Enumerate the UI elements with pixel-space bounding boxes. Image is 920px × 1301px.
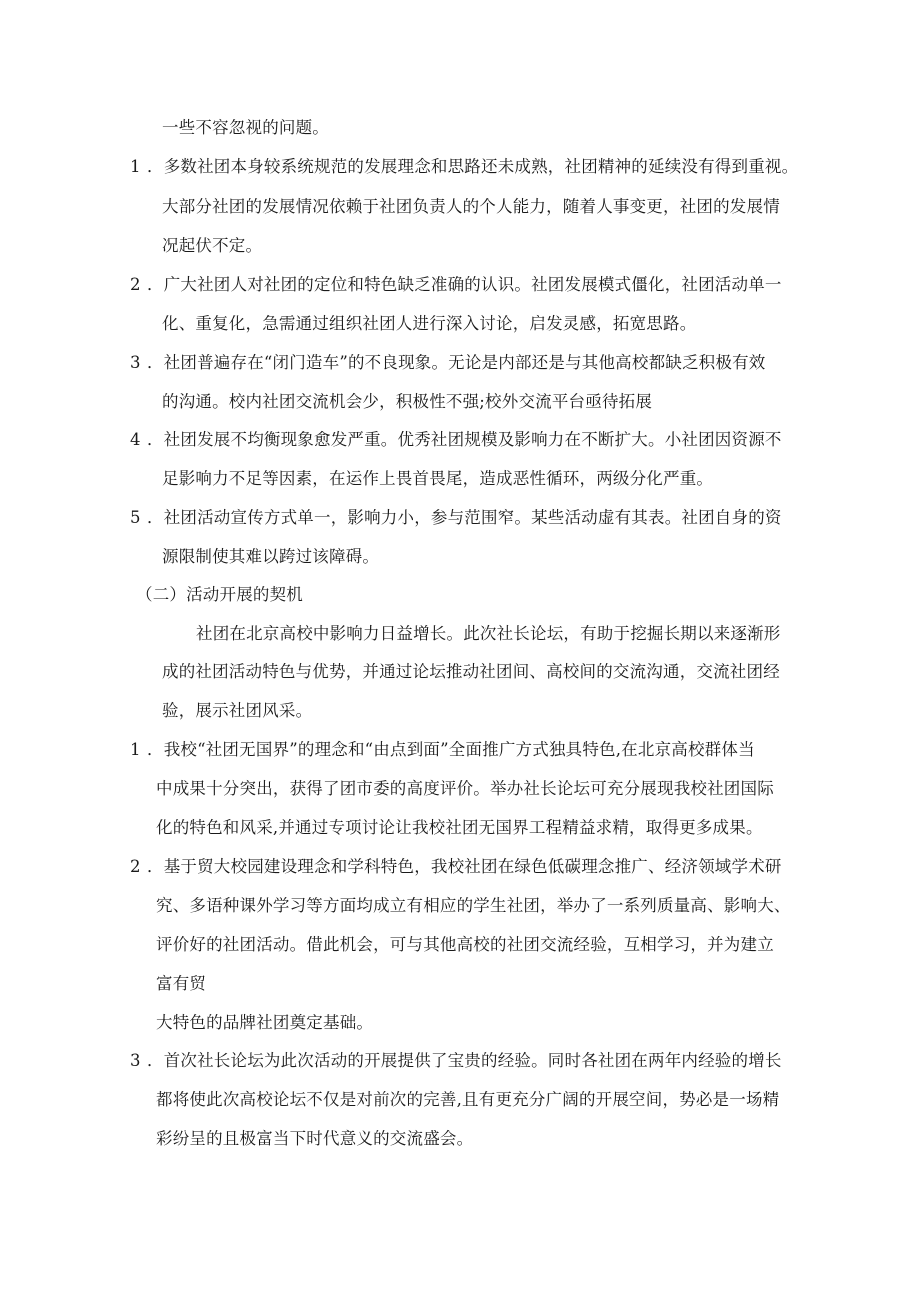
item-text-line: 都将使此次高校论坛不仅是对前次的完善,且有更充分广阔的开展空间，势必是一场精 (156, 1090, 780, 1109)
item-text-line: 源限制使其难以跨过该障碍。 (162, 547, 380, 566)
item-text-line: ．社团活动宣传方式单一，影响力小，参与范围窄。某些活动虚有其表。社团自身的资 (147, 508, 782, 527)
item-number: 3 (130, 1051, 144, 1070)
item-text-line: ．社团发展不均衡现象愈发严重。优秀社团规模及影响力在不断扩大。小社团因资源不 (147, 430, 782, 449)
section-heading: （二）活动开展的契机 (136, 585, 303, 604)
item-text-line: 大部分社团的发展情况依赖于社团负责人的个人能力，随着人事变更，社团的发展情 (162, 197, 780, 216)
paragraph-line: 成的社团活动特色与优势，并通过论坛推动社团间、高校间的交流沟通，交流社团经 (162, 662, 780, 681)
item-text-line: 的沟通。校内社团交流机会少，积极性不强;校外交流平台亟待拓展 (162, 392, 653, 411)
item-text-line: 况起伏不定。 (162, 236, 263, 255)
item-text-line: 化的特色和风采,并通过专项讨论让我校社团无国界工程精益求精，取得更多成果。 (156, 818, 763, 837)
item-text-line: ．多数社团本身较系统规范的发展理念和思路还未成熟，社团精神的延续没有得到重视。 (147, 157, 799, 176)
item-text-line: 化、重复化，急需通过组织社团人进行深入讨论，启发灵感，拓宽思路。 (162, 314, 697, 333)
item-text-line: 评价好的社团活动。借此机会，可与其他高校的社团交流经验，互相学习，并为建立 (156, 935, 774, 954)
item-text-line: 大特色的品牌社团奠定基础。 (156, 1013, 374, 1032)
item-text-line: 彩纷呈的且极富当下时代意义的交流盛会。 (156, 1129, 474, 1148)
item-text-line: ．广大社团人对社团的定位和特色缺乏准确的认识。社团发展模式僵化，社团活动单一 (147, 275, 782, 294)
item-number: 1 (130, 740, 144, 759)
intro-line: 一些不容忽视的问题。 (162, 118, 329, 137)
item-text-line: ．首次社长论坛为此次活动的开展提供了宝贵的经验。同时各社团在两年内经验的增长 (147, 1051, 782, 1070)
item-text-line: 中成果十分突出，获得了团市委的高度评价。举办社长论坛可充分展现我校社团国际 (156, 779, 774, 798)
item-text-line: ．我校“社团无国界”的理念和“由点到面”全面推广方式独具特色,在北京高校群体当 (147, 740, 755, 759)
item-text-line: ．社团普遍存在“闭门造车”的不良现象。无论是内部还是与其他高校都缺乏积极有效 (147, 353, 766, 372)
item-number: 2 (130, 857, 144, 876)
item-number: 5 (130, 508, 144, 527)
item-number: 3 (130, 353, 144, 372)
item-number: 4 (130, 430, 144, 449)
item-text-line: 究、多语种课外学习等方面均成立有相应的学生社团，举办了一系列质量高、影响大、 (156, 896, 791, 915)
paragraph-line: 验，展示社团风采。 (162, 701, 313, 720)
item-text-line: 足影响力不足等因素，在运作上畏首畏尾，造成恶性循环，两级分化严重。 (162, 469, 714, 488)
item-text-line: ．基于贸大校园建设理念和学科特色，我校社团在绿色低碳理念推广、经济领域学术研 (147, 857, 782, 876)
item-number: 1 (130, 157, 144, 176)
item-number: 2 (130, 275, 144, 294)
paragraph-line: 社团在北京高校中影响力日益增长。此次社长论坛，有助于挖掘长期以来逐渐形 (196, 624, 781, 643)
item-text-line: 富有贸 (156, 974, 207, 993)
